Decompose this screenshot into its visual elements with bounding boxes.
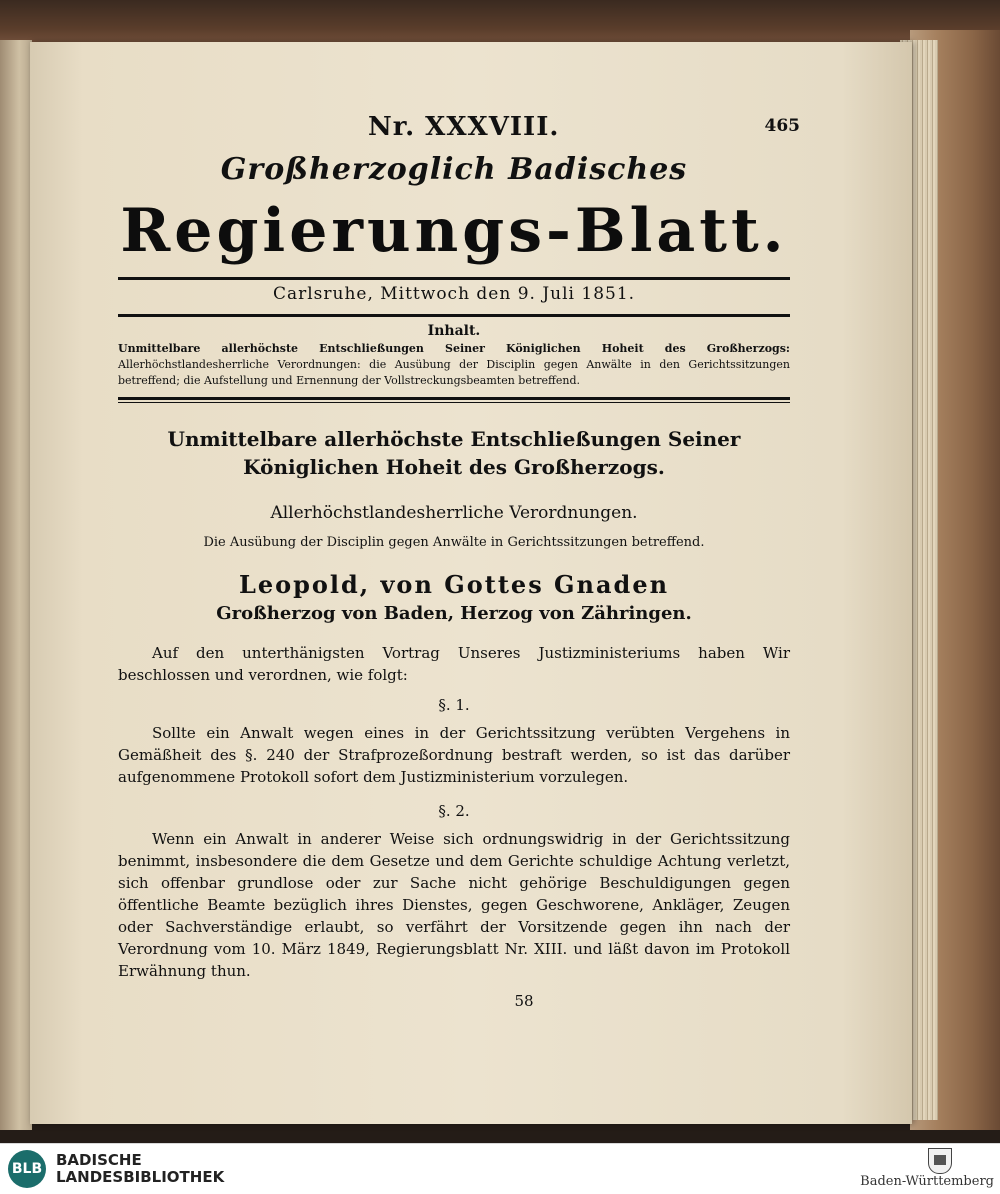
masthead-line1: Großherzoglich Badisches xyxy=(220,152,688,187)
library-name-line2: LANDESBIBLIOTHEK xyxy=(56,1168,225,1186)
rule xyxy=(118,277,790,280)
contents-text xyxy=(118,341,790,389)
paragraph-1: Sollte ein Anwalt wegen eines in der Gerichtssitzung verübten Vergehens in Gemäßheit des §. 240 der Strafprozeßordnung bestraft werden, so ist das darüber aufgenommene Protokoll sofort dem Justizministerium vorzulegen. xyxy=(118,724,790,786)
library-name-line1: BADISCHE xyxy=(56,1151,142,1169)
dateline: Carlsruhe, Mittwoch den 9. Juli 1851. xyxy=(272,284,636,304)
coat-of-arms-icon xyxy=(928,1148,952,1174)
contents-bold: Unmittelbare allerhöchste Entschließungen Seiner Königlichen Hoheit des Großherzogs: xyxy=(118,342,790,355)
document-page xyxy=(30,42,912,1124)
facing-page-edge xyxy=(0,40,32,1130)
folio-number: 58 xyxy=(514,992,534,1010)
page-content xyxy=(118,112,800,1010)
section-subtitle: Allerhöchstlandesherrliche Verordnungen. xyxy=(270,503,638,523)
viewer-footer xyxy=(0,1143,1000,1194)
rule xyxy=(118,397,790,400)
book-cover-top xyxy=(0,0,1000,48)
contents-heading: Inhalt. xyxy=(427,323,481,339)
preamble: Auf den unterthänigsten Vortrag Unseres Justizministeriums haben Wir beschlossen und verordnen, wie folgt: xyxy=(118,644,790,684)
rule xyxy=(118,402,790,403)
paragraph-sign-1: §. 1. xyxy=(438,696,470,714)
blb-logo[interactable]: BLB xyxy=(8,1150,46,1188)
library-name[interactable] xyxy=(56,1152,224,1186)
rule xyxy=(118,314,790,317)
paragraph-sign-2: §. 2. xyxy=(438,802,470,820)
paragraph-2: Wenn ein Anwalt in anderer Weise sich ordnungswidrig in der Gerichtssitzung benimmt, insbesondere die dem Gesetze und dem Gerichte schuldige Achtung verletzt, sich offenbar grundlose oder zur Sache nicht gehörige Beschuldigungen gegen öffentliche Beamte bezüglich ihres Dienstes, gegen Geschworene, Ankläger, Zeugen oder Sachverständige erlaubt, so verfährt der Vorsitzende gegen ihn nach der Verordnung vom 10. März 1849, Regierungsblatt Nr. XIII. und läßt davon im Protokoll Erwähnung thun. xyxy=(118,830,790,980)
ruler-name: Leopold, von Gottes Gnaden xyxy=(238,570,670,599)
masthead-title: Regierungs-Blatt. xyxy=(120,196,788,266)
section-subject: Die Ausübung der Disciplin gegen Anwälte in Gerichtssitzungen betreffend. xyxy=(203,535,705,550)
section-title: Unmittelbare allerhöchste Entschließungen Seiner Königlichen Hoheit des Großherzogs. xyxy=(167,427,741,479)
contents-rest: Allerhöchstlandesherrliche Verordnungen: die Ausübung der Disciplin gegen Anwälte in den Gerichtssitzungen betreffend; die Aufstellung und Ernennung der Vollstreckungsbeamten betreffend. xyxy=(118,358,790,387)
issue-number: Nr. XXXVIII. xyxy=(368,112,560,142)
page-header xyxy=(118,112,800,142)
ruler-titles: Großherzog von Baden, Herzog von Zähringen. xyxy=(216,603,692,624)
state-name[interactable]: Baden-Württemberg xyxy=(860,1174,994,1189)
page-number: 465 xyxy=(764,116,800,136)
